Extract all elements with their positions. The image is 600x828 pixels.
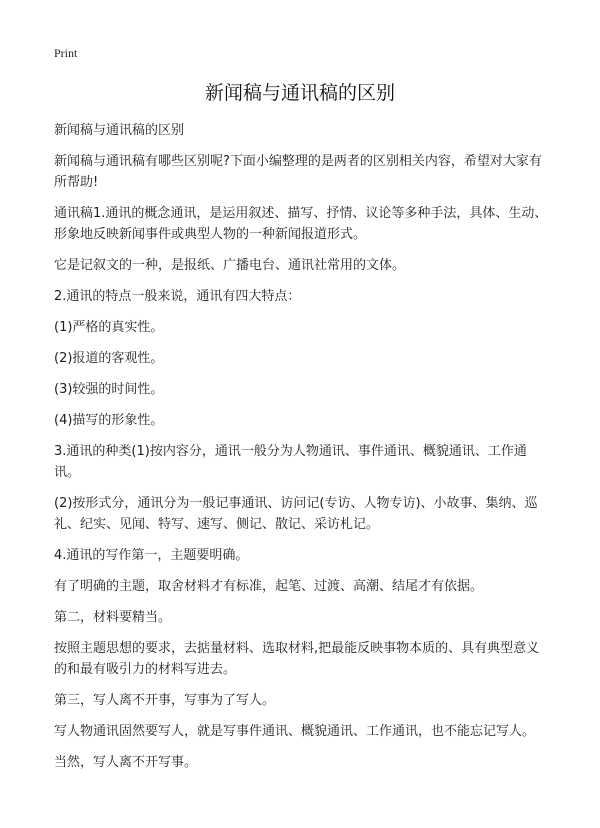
document-title: 新闻稿与通讯稿的区别 <box>204 82 395 104</box>
paragraph-write-people: 写人物通讯固然要写人，就是写事件通讯、概貌通讯、工作通讯，也不能忘记写人。 <box>54 724 536 739</box>
paragraph-writing-second: 第二，材料要精当。 <box>54 610 172 625</box>
paragraph-intro: 新闻稿与通讯稿有哪些区别呢?下面小编整理的是两者的区别相关内容，希望对大家有所帮助! <box>54 154 542 190</box>
paragraph-material: 按照主题思想的要求，去掂量材料、选取材料,把最能反映事物本质的、具有典型意义的和最有吸引力的材料写进去。 <box>54 641 540 677</box>
paragraph-feature-2: (2)报道的客观性。 <box>54 351 164 366</box>
paragraph-writing-third: 第三，写人离不开事，写事为了写人。 <box>54 693 276 708</box>
print-link[interactable]: Print <box>54 46 78 60</box>
paragraph-genre: 它是记叙文的一种，是报纸、广播电台、通讯社常用的文体。 <box>54 258 406 273</box>
paragraph-subtitle: 新闻稿与通讯稿的区别 <box>54 123 185 138</box>
paragraph-concept: 通讯稿1.通讯的概念通讯，是运用叙述、描写、抒情、议论等多种手法，具体、生动、形象地反映新闻事件或典型人物的一种新闻报道形式。 <box>54 206 548 242</box>
paragraph-writing-first: 4.通讯的写作第一，主题要明确。 <box>54 548 249 563</box>
paragraph-feature-4: (4)描写的形象性。 <box>54 413 164 428</box>
paragraph-types-form: (2)按形式分，通讯分为一般记事通讯、访问记(专访、人物专访)、小故事、集纳、巡礼、纪实、见闻、特写、速写、侧记、散记、采访札记。 <box>54 496 538 532</box>
paragraph-write-events: 当然，写人离不开写事。 <box>54 755 198 770</box>
document-body <box>54 120 550 783</box>
paragraph-types-content: 3.通讯的种类(1)按内容分，通讯一般分为人物通讯、事件通讯、概貌通讯、工作通讯。 <box>54 444 527 480</box>
paragraph-features-heading: 2.通讯的特点一般来说，通讯有四大特点： <box>54 289 301 304</box>
paragraph-feature-1: (1)严格的真实性。 <box>54 320 164 335</box>
paragraph-theme-clear: 有了明确的主题，取舍材料才有标准，起笔、过渡、高潮、结尾才有依据。 <box>54 579 484 594</box>
paragraph-feature-3: (3)较强的时间性。 <box>54 382 164 397</box>
